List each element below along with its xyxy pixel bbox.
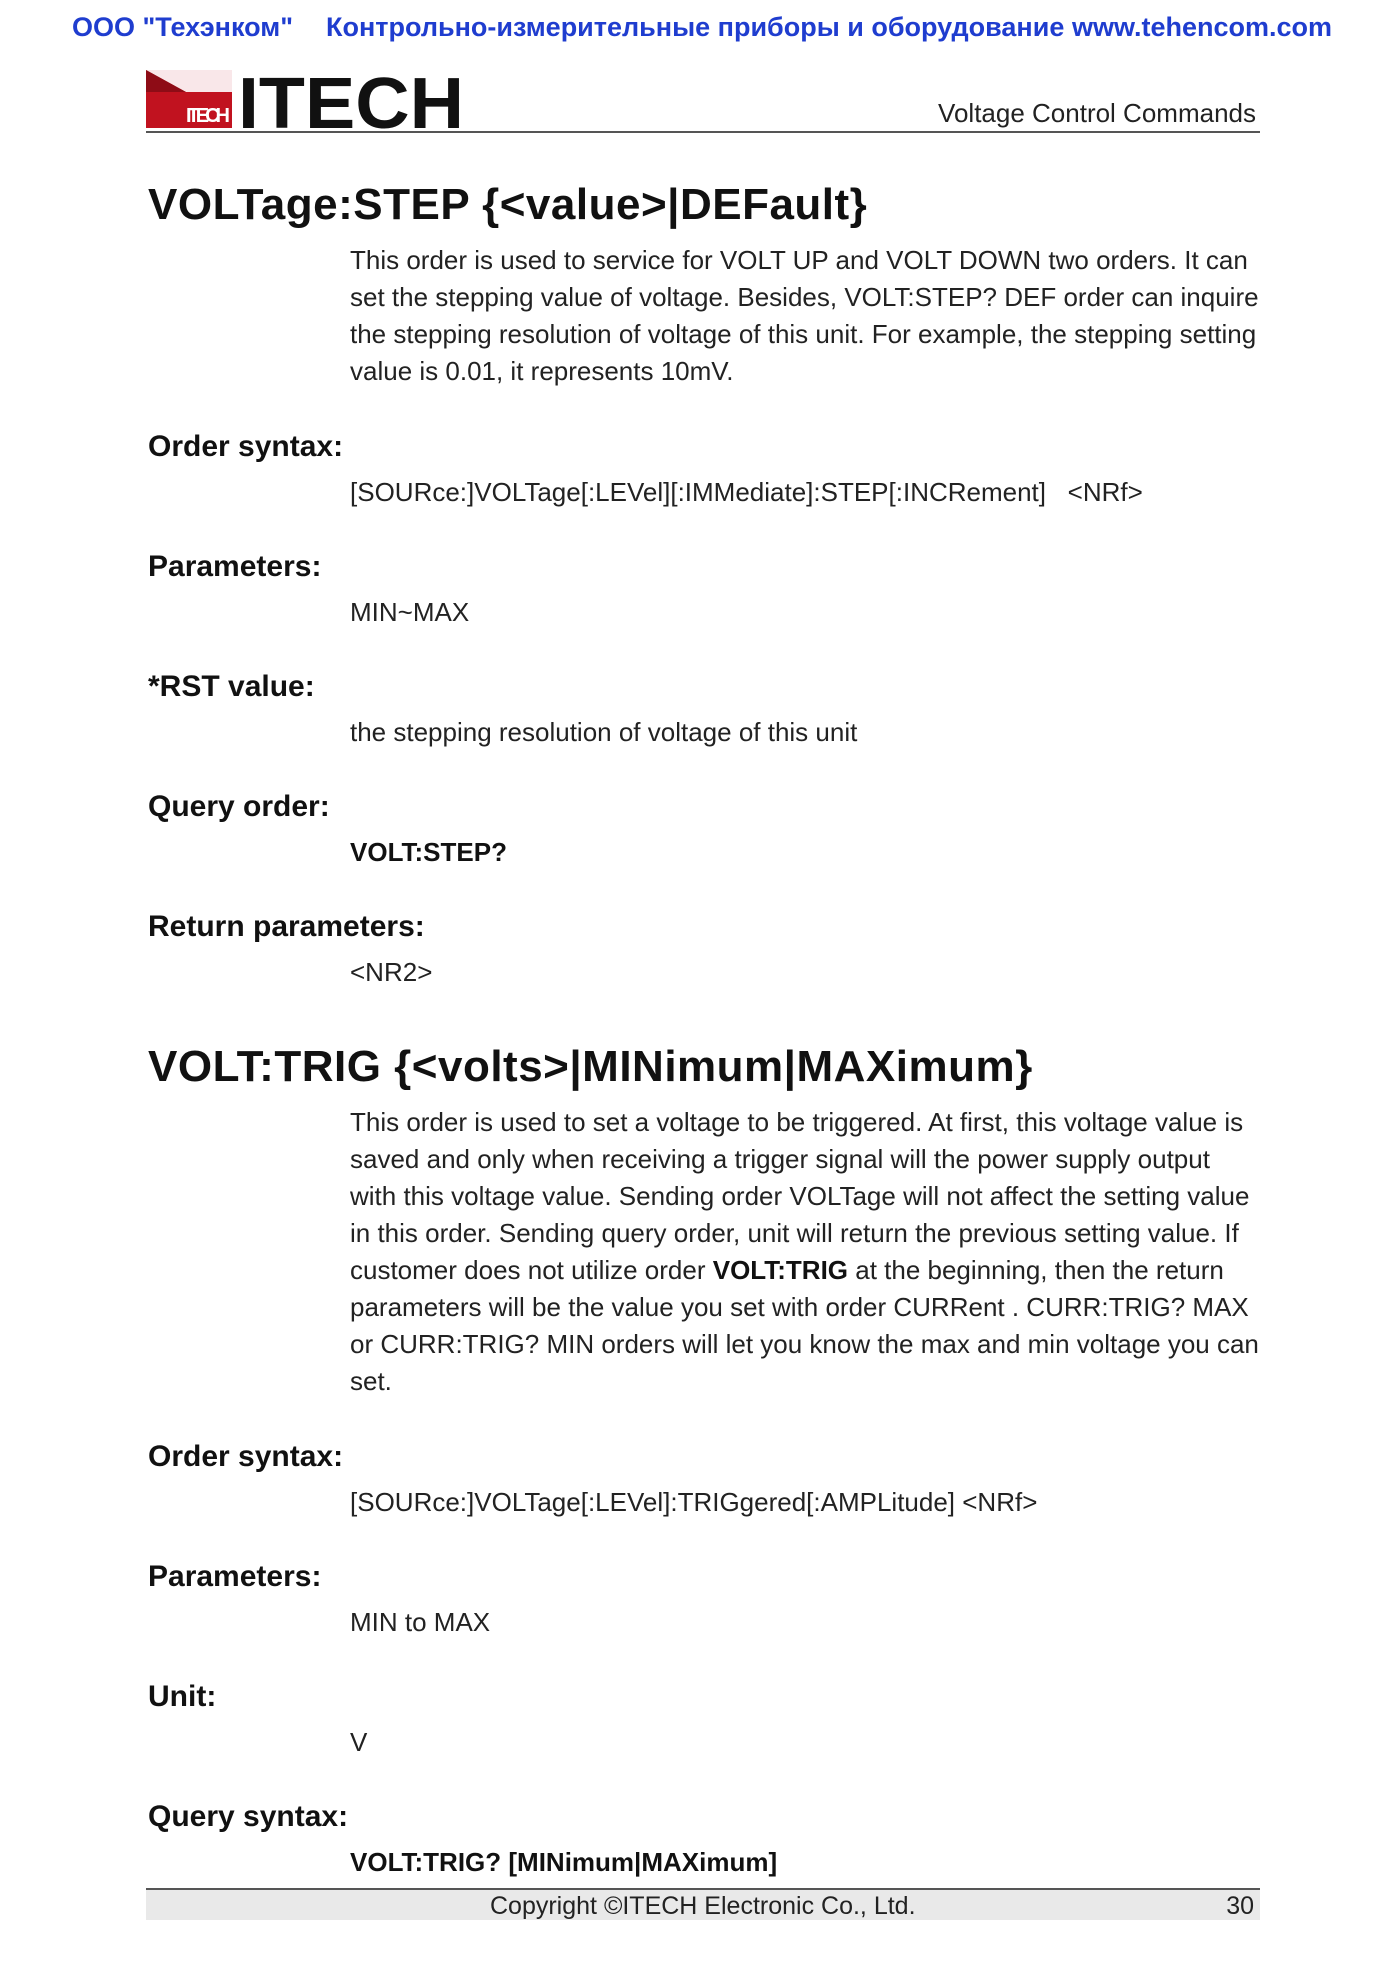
header-section-title: Voltage Control Commands	[938, 98, 1256, 128]
parameters-heading: Parameters:	[148, 1560, 322, 1593]
query-syntax-heading: Query syntax:	[148, 1800, 349, 1833]
query-syntax-value: VOLT:TRIG? [MINimum|MAXimum]	[350, 1847, 778, 1877]
syntax-heading: Order syntax:	[148, 430, 344, 463]
command-title-volt-trig: VOLT:TRIG {<volts>|MINimum|MAXimum}	[148, 1042, 1033, 1091]
parameters-heading: Parameters:	[148, 550, 322, 583]
itech-logo	[146, 66, 466, 132]
syntax-value: [SOURce:]VOLTage[:LEVel][:IMMediate]:STEP[:INCRement] <NRf>	[350, 477, 1143, 507]
header-divider	[146, 131, 1260, 133]
trig-description-bold: VOLT:TRIG	[712, 1255, 849, 1285]
company-description: Контрольно-измерительные приборы и оборудование	[326, 12, 1065, 42]
page-number: 30	[1226, 1892, 1254, 1920]
command-description: This order is used to service for VOLT UP and VOLT DOWN two orders. It can set the stepping value of voltage. Besides, VOLT:STEP? DEF order can inquire the stepping resolution of voltage of this unit. For example, the stepping setting value is 0.01, it represents 10mV.	[350, 245, 1259, 386]
syntax-value: [SOURce:]VOLTage[:LEVel]:TRIGgered[:AMPLitude] <NRf>	[350, 1487, 1038, 1517]
trig-description-part1: This order is used to set a voltage to be triggered. At first, this voltage value is saved and only when receiving a trigger signal will the power supply output with this voltage value. Sending order VOLTage will not affect the setting value in this order. Sending query order, unit will return the previous setting value. If customer does not utilize order	[350, 1107, 1250, 1285]
company-url-link[interactable]: www.tehencom.com	[1071, 12, 1332, 42]
return-value: <NR2>	[350, 957, 433, 987]
trig-description-part2: at the beginning, then the return parameters will be the value you set with order CURRent . CURR:TRIG? MAX or CURR:TRIG? MIN orders will let you know the max and min voltage you can set.	[350, 1255, 1259, 1396]
unit-heading: Unit:	[148, 1680, 217, 1713]
return-heading: Return parameters:	[148, 910, 425, 943]
rst-value: the stepping resolution of voltage of this unit	[350, 717, 858, 747]
syntax-heading: Order syntax:	[148, 1440, 344, 1473]
logo-wordmark: ITECH	[238, 66, 464, 132]
copyright-text: Copyright ©ITECH Electronic Co., Ltd.	[490, 1892, 916, 1920]
command-description-trig	[350, 1104, 1262, 1400]
command-title-volt-step: VOLTage:STEP {<value>|DEFault}	[148, 180, 868, 229]
top-banner	[0, 12, 1400, 48]
parameters-value: MIN~MAX	[350, 597, 470, 627]
unit-value: V	[350, 1727, 368, 1757]
page-header	[146, 62, 1260, 134]
parameters-value: MIN to MAX	[350, 1607, 491, 1637]
company-name: ООО "Техэнком"	[72, 12, 294, 42]
query-heading: Query order:	[148, 790, 330, 823]
logo-badge-text: ITECH	[186, 105, 230, 127]
document-body	[148, 180, 1262, 1880]
rst-heading: *RST value:	[148, 670, 315, 703]
query-value: VOLT:STEP?	[350, 837, 507, 867]
